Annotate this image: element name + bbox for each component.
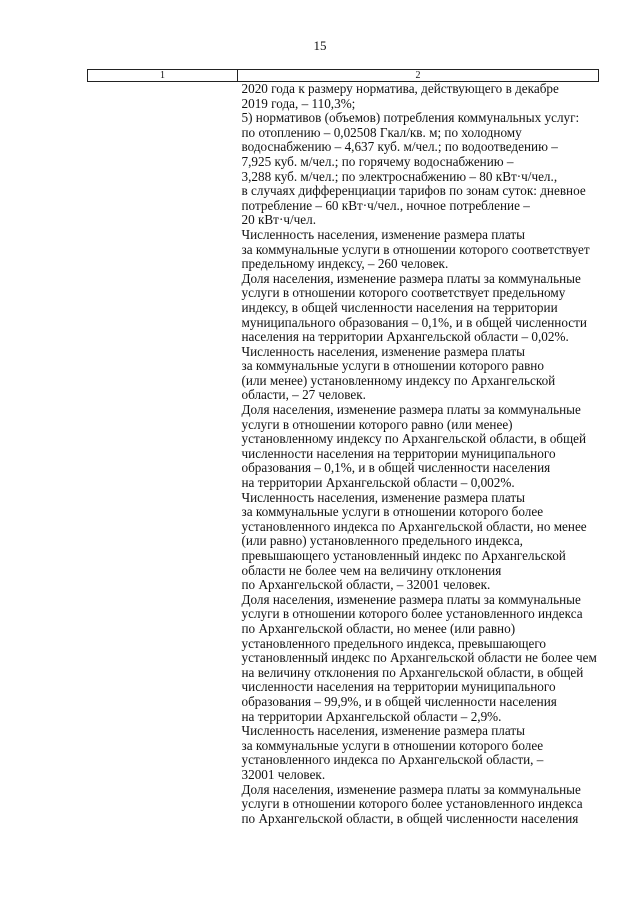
text-line: потребление – 60 кВт·ч/чел., ночное потребление – [241, 197, 530, 213]
text-line: установленного индекса по Архангельской области, но менее [241, 518, 587, 534]
text-line: за коммунальные услуги в отношении которого соответствует [241, 241, 590, 257]
text-line: 5) нормативов (объемов) потребления коммунальных услуг: [241, 110, 580, 126]
text-line: Доля населения, изменение размера платы за коммунальные [241, 270, 581, 286]
text-line: 20 кВт·ч/чел. [241, 212, 317, 228]
text-line: области, – 27 человек. [241, 387, 366, 403]
text-line: (или равно) установленного предельного индекса, [241, 533, 523, 549]
text-line: 2020 года к размеру норматива, действующего в декабре [241, 81, 559, 96]
text-line: Численность населения, изменение размера платы [241, 226, 526, 242]
text-line: предельному индексу, – 260 человек. [241, 256, 449, 272]
text-line: водоснабжению – 4,637 куб. м/чел.; по водоотведению – [241, 139, 558, 155]
text-line: по Архангельской области, – 32001 человек. [241, 577, 491, 593]
column-header-1: 1 [88, 70, 238, 82]
text-line: по Архангельской области, но менее (или равно) [241, 620, 516, 636]
table-header-row [88, 70, 599, 82]
text-line: Численность населения, изменение размера платы [241, 723, 526, 739]
text-line: населения на территории Архангельской области – 0,02%. [241, 329, 569, 345]
text-line: превышающего установленный индекс по Архангельской [241, 548, 566, 563]
text-line: за коммунальные услуги в отношении которого более [241, 737, 544, 753]
text-line: Доля населения, изменение размера платы за коммунальные [241, 591, 581, 607]
text-line: установленного предельного индекса, превышающего [241, 635, 547, 651]
text-line: по Архангельской области, в общей численности населения [241, 810, 579, 826]
text-line: индексу, в общей численности населения на территории [241, 299, 558, 315]
text-line: Численность населения, изменение размера платы [241, 489, 526, 505]
text-line: на величину отклонения по Архангельской области, в общей [241, 664, 584, 680]
column-header-2: 2 [238, 70, 599, 82]
text-line: установленный индекс по Архангельской области не более чем [241, 650, 597, 666]
text-line: Доля населения, изменение размера платы за коммунальные [241, 781, 581, 797]
text-line: на территории Архангельской области – 2,9%. [241, 708, 502, 724]
table-cell-column-2 [238, 82, 599, 827]
text-line: 3,288 куб. м/чел.; по электроснабжению – 80 кВт·ч/чел., [241, 168, 558, 184]
text-line: области не более чем на величину отклонения [241, 562, 502, 578]
page-number: 15 [313, 38, 327, 53]
text-line: установленному индексу по Архангельской области, в общей [241, 431, 587, 447]
text-line: образования – 99,9%, и в общей численности населения [241, 693, 557, 709]
text-line: за коммунальные услуги в отношении которого равно [241, 358, 544, 374]
text-line: на территории Архангельской области – 0,002%. [241, 475, 515, 491]
text-line: Численность населения, изменение размера платы [241, 343, 526, 359]
text-line: услуги в отношении которого соответствует предельному [241, 285, 566, 301]
text-line: в случаях дифференциации тарифов по зонам суток: дневное [241, 183, 586, 199]
text-line: численности населения на территории муниципального [241, 445, 556, 461]
text-line: образования – 0,1%, и в общей численности населения [241, 460, 551, 476]
text-line: численности населения на территории муниципального [241, 679, 556, 695]
text-line: муниципального образования – 0,1%, и в общей численности [241, 314, 587, 330]
text-line: за коммунальные услуги в отношении которого более [241, 504, 544, 520]
text-line: (или менее) установленному индексу по Архангельской [241, 372, 556, 388]
table-row [88, 82, 599, 827]
table-cell-column-1 [88, 82, 238, 827]
text-line: установленного индекса по Архангельской области, – [241, 752, 544, 768]
text-line: 7,925 куб. м/чел.; по горячему водоснабжению – [241, 153, 514, 169]
text-line: 32001 человек. [241, 766, 326, 782]
text-line: услуги в отношении которого более установленного индекса [241, 606, 583, 622]
document-table [87, 69, 599, 826]
text-line: Доля населения, изменение размера платы за коммунальные [241, 402, 581, 418]
text-line: услуги в отношении которого более установленного индекса [241, 796, 583, 812]
text-line: 2019 года, – 110,3%; [241, 95, 356, 111]
text-line: по отоплению – 0,02508 Гкал/кв. м; по холодному [241, 124, 522, 140]
text-line: услуги в отношении которого равно (или менее) [241, 416, 513, 432]
